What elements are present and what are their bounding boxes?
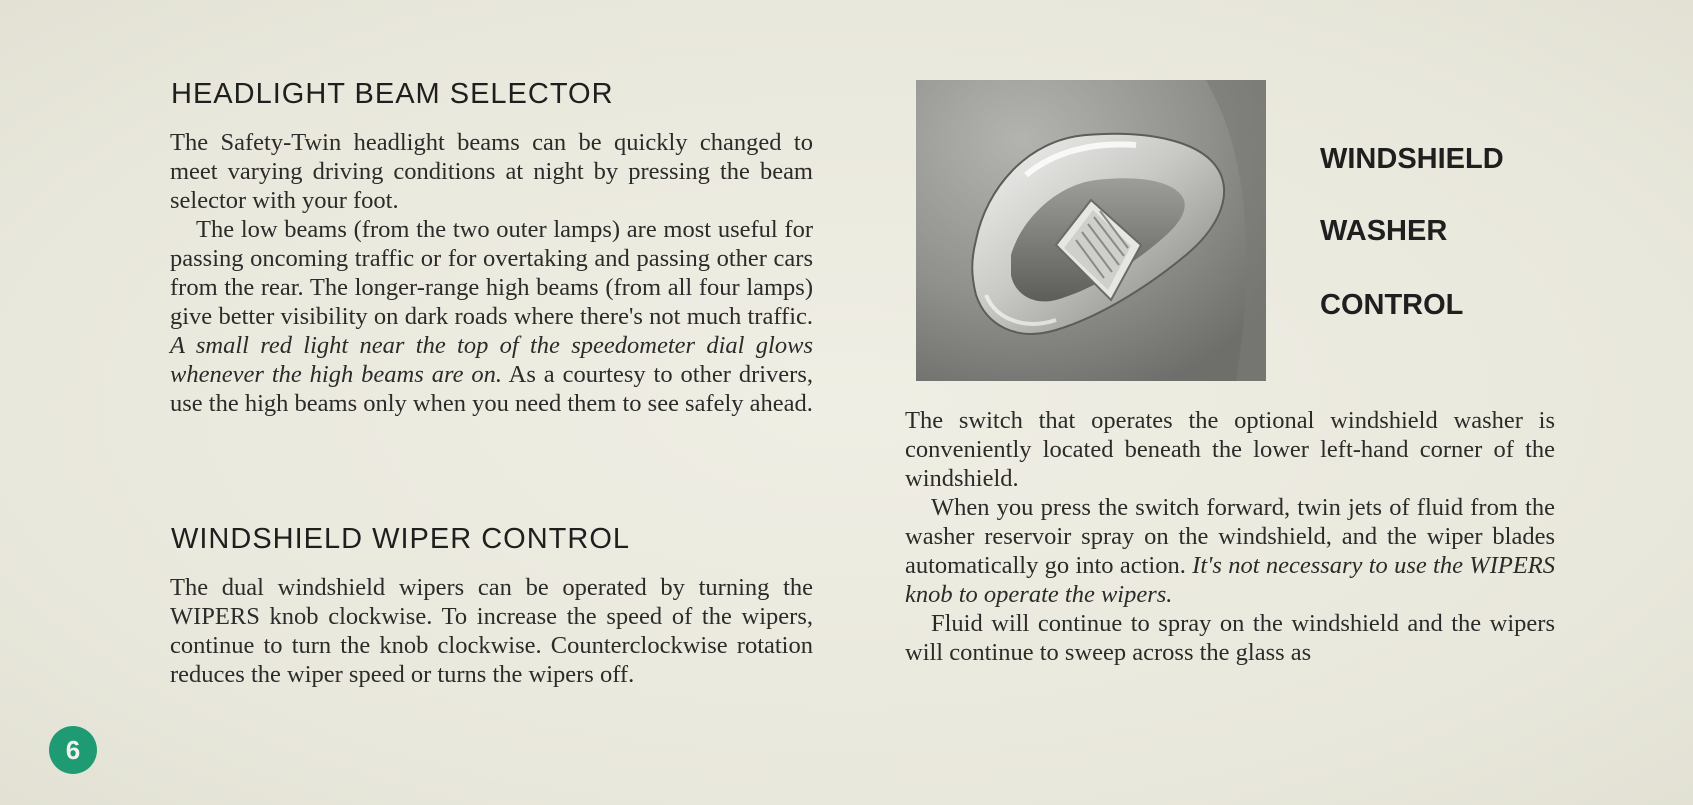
page-number-badge: 6	[49, 726, 97, 774]
washer-switch-photo	[916, 80, 1266, 381]
wiper-section-text	[170, 573, 813, 689]
wiper-paragraph-1: The dual windshield wipers can be operated by turning the WIPERS knob clockwise. To increase the speed of the wipers, continue to turn the knob clockwise. Counterclockwise rotation reduces the wiper speed or turns the wipers off.	[170, 574, 813, 688]
wipers-knob-note: It's not necessary to use the WIPERS knob to operate the wipers.	[905, 552, 1555, 608]
washer-title-line-1: WINDSHIELD	[1320, 143, 1504, 175]
washer-title-line-3: CONTROL	[1320, 289, 1464, 321]
washer-title-line-2: WASHER	[1320, 215, 1448, 247]
headlight-section-text	[170, 128, 813, 418]
headlight-beam-selector-heading: HEADLIGHT BEAM SELECTOR	[171, 78, 614, 110]
headlight-paragraph-2	[170, 215, 813, 418]
headlight-courtesy-text: As a courtesy to other drivers, use the high beams only when you need them to see safely ahead.	[170, 361, 813, 417]
washer-paragraph-2-text: When you press the switch forward, twin jets of fluid from the washer reservoir spray on the windshield, and the wiper blades automatically go into action.	[905, 494, 1555, 579]
high-beam-indicator-note: A small red light near the top of the speedometer dial glows whenever the high beams are on.	[170, 332, 813, 388]
headlight-paragraph-2-text: The low beams (from the two outer lamps) are most useful for passing oncoming traffic or for overtaking and passing other cars from the rear. The longer-range high beams (from all four lamps) give better visibility on dark roads where there's not much traffic.	[170, 216, 813, 330]
washer-paragraph-3: Fluid will continue to spray on the windshield and the wipers will continue to sweep across the glass as	[905, 610, 1555, 666]
washer-section-text	[905, 406, 1555, 667]
washer-paragraph-1: The switch that operates the optional windshield washer is conveniently located beneath the lower left-hand corner of the windshield.	[905, 407, 1555, 492]
windshield-wiper-control-heading: WINDSHIELD WIPER CONTROL	[171, 523, 631, 555]
washer-switch-illustration	[916, 80, 1266, 381]
headlight-paragraph-1: The Safety-Twin headlight beams can be quickly changed to meet varying driving conditions at night by pressing the beam selector with your foot.	[170, 129, 813, 214]
washer-paragraph-2	[905, 493, 1555, 609]
